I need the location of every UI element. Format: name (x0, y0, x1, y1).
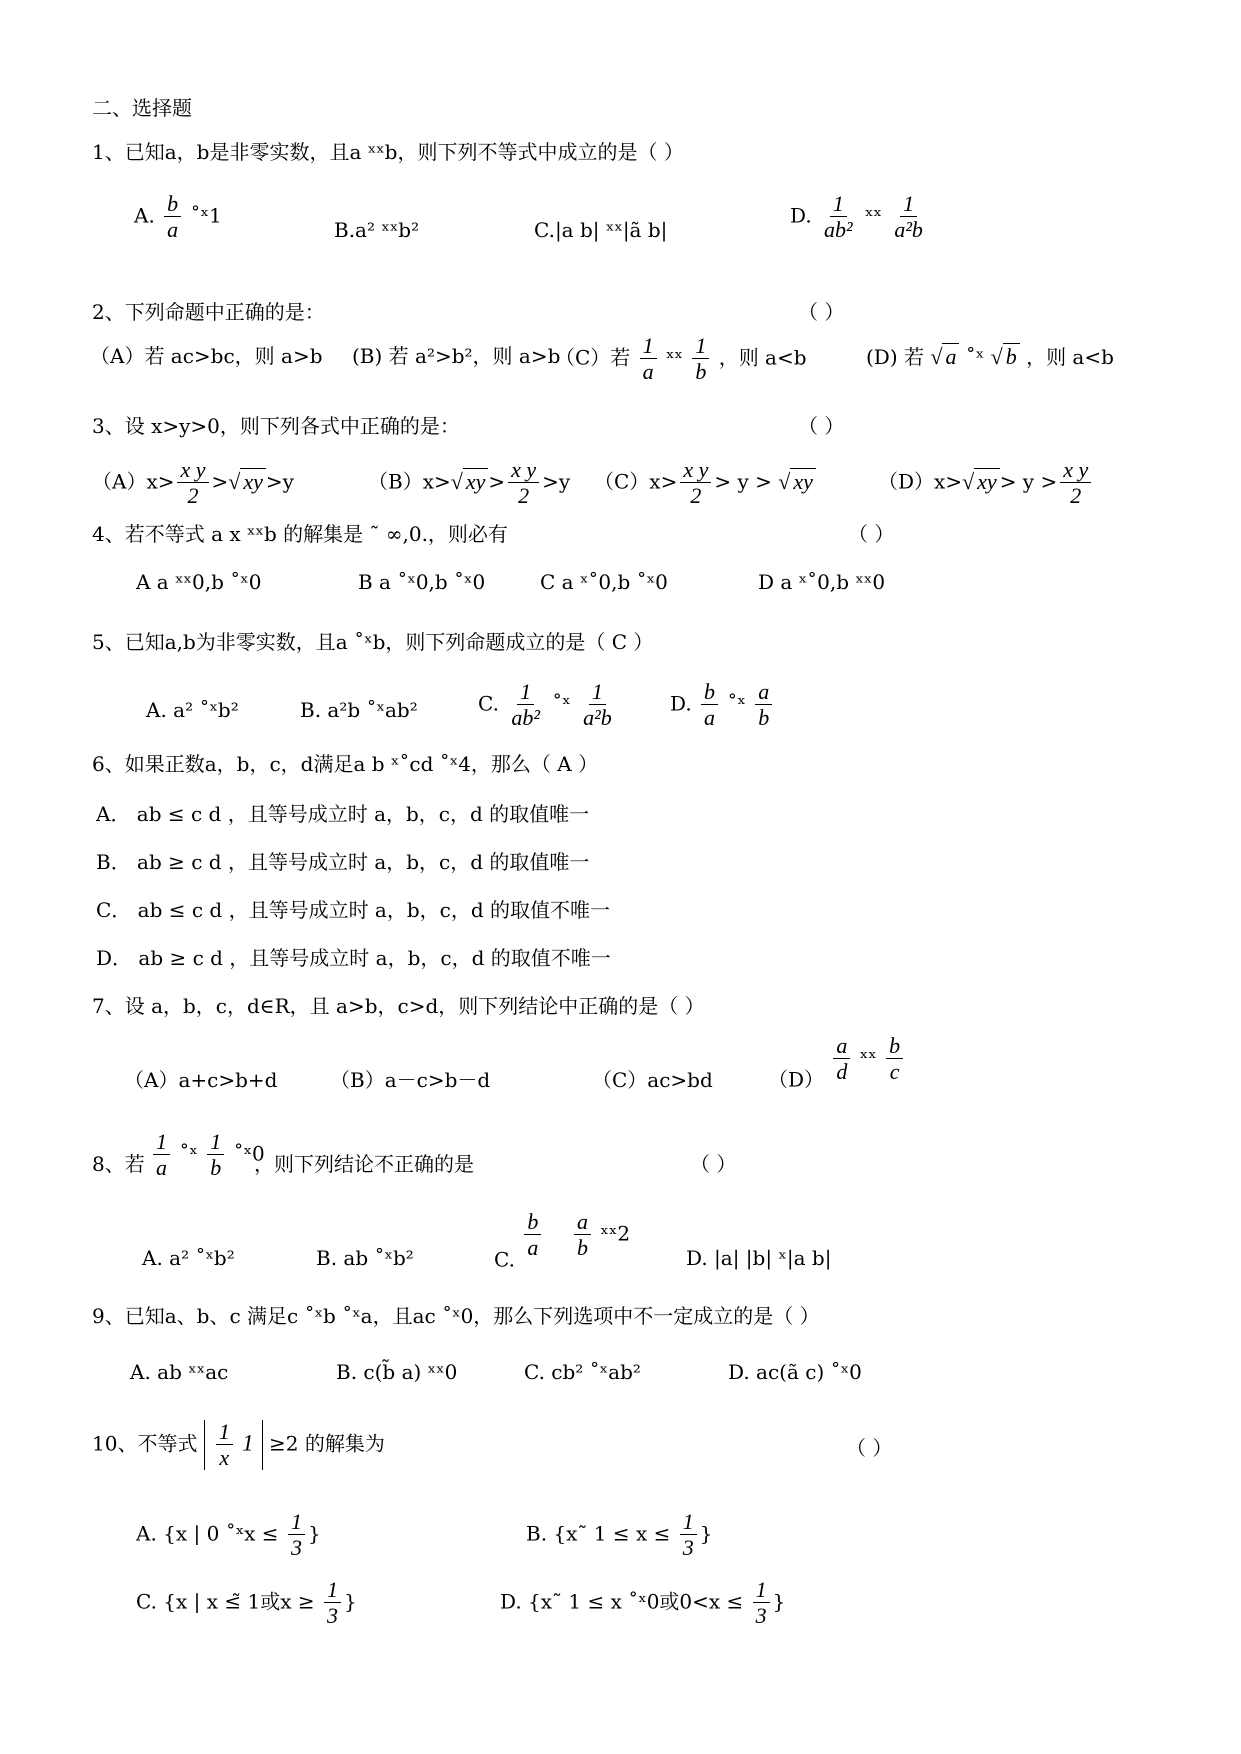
q3-a-rad: xy (240, 468, 266, 494)
q6-option-b: B． ab ≥ c d ，且等号成立时 a，b，c，d 的取值唯一 (96, 850, 590, 874)
q7-d-frac1 (833, 1034, 850, 1084)
q10-b-num: 1 (680, 1510, 697, 1535)
question-8-paren: （ ） (690, 1152, 737, 1176)
q3-d-rad: xy (974, 468, 1000, 494)
q7-option-c: （C）ac>bd (592, 1068, 713, 1092)
q7-d-frac2 (886, 1034, 903, 1084)
q5-c-num1: 1 (517, 680, 534, 705)
q1-option-d (790, 192, 929, 242)
q3-a-pre: （A）x> (92, 469, 175, 494)
q3-option-b (368, 458, 570, 508)
q1-d-frac1 (821, 192, 856, 242)
question-9-stem: 9、已知a、b、c 满足c ˚ˣb ˚ˣa，且ac ˚ˣ0，那么下列选项中不一定成立的是（ ） (92, 1304, 820, 1328)
q8-c-frac2 (574, 1210, 591, 1260)
q2-c-den1: a (642, 359, 654, 385)
q10-d-den: 3 (755, 1603, 767, 1629)
q8-c-den2: b (577, 1235, 589, 1261)
question-8-stem: ，则下列结论不正确的是 (254, 1152, 474, 1176)
q5-d-frac1 (701, 680, 718, 730)
question-2-stem: 2、下列命题中正确的是： (92, 300, 325, 324)
q8-num1: 1 (153, 1130, 170, 1155)
q8-mid: ˚ˣ (179, 1141, 198, 1166)
q8-frac1 (153, 1130, 170, 1180)
q9-option-a: A. ab ˣˣac (130, 1360, 229, 1384)
q5-option-c (478, 680, 618, 730)
question-4-paren: （ ） (848, 522, 895, 546)
q10-b-frac (680, 1510, 697, 1560)
q1-d-mid: ˣˣ (865, 203, 882, 228)
q3-c-sqrt: √ xy (778, 469, 816, 495)
q5-c-pre: C. (478, 691, 499, 716)
q5-c-num2: 1 (589, 680, 606, 705)
q7-option-d (768, 1034, 906, 1092)
q10-abs-tail: 1 (242, 1430, 254, 1456)
q6-option-d: D． ab ≥ c d ，且等号成立时 a，b，c，d 的取值不唯一 (96, 946, 611, 970)
q1-d-frac2 (891, 192, 926, 242)
q10-d-num: 1 (753, 1578, 770, 1603)
q10-c-frac (324, 1578, 341, 1628)
q8-option-c (494, 1210, 630, 1272)
q3-option-c (594, 458, 816, 508)
q10-abs-frac (216, 1420, 233, 1470)
q7-d-den1: d (836, 1059, 848, 1085)
q5-d-num1: b (701, 680, 718, 705)
q3-a-tail: >y (265, 469, 294, 494)
q3-d-den: 2 (1070, 483, 1082, 509)
q10-abs (204, 1420, 263, 1470)
q5-d-den2: b (758, 705, 770, 731)
q1-a-tail: ˚ˣ1 (190, 203, 222, 228)
q9-option-b: B. c(b̃ a) ˣˣ0 (336, 1360, 458, 1384)
q5-c-mid: ˚ˣ (552, 691, 571, 716)
question-2-paren: （ ） (798, 300, 845, 324)
q10-d-tail: } (772, 1589, 786, 1614)
q2-c-pre: （C）若 (555, 345, 631, 370)
q10-a-den: 3 (290, 1535, 302, 1561)
section-title: 二、选择题 (92, 96, 192, 120)
q3-a-den: 2 (187, 483, 199, 509)
question-1-stem: 1、已知a，b是非零实数，且a ˣˣb，则下列不等式中成立的是（ ） (92, 140, 684, 164)
q8-den2: b (210, 1155, 222, 1181)
q10-c-tail: } (344, 1589, 357, 1614)
q3-option-d (878, 458, 1094, 508)
q2-option-a: （A）若 ac>bc，则 a>b (90, 344, 323, 368)
q7-option-b: （B）a－c>b－d (330, 1068, 491, 1092)
q4-option-c: C a ˣ˚0,b ˚ˣ0 (540, 570, 668, 594)
q2-d-tail: ，则 a<b (1026, 345, 1114, 369)
q10-abs-num: 1 (216, 1420, 233, 1445)
q2-c-num2: 1 (692, 334, 709, 359)
q2-d-sqrt1: √ a (930, 344, 959, 370)
q1-a-num: b (164, 192, 181, 217)
q2-c-num1: 1 (640, 334, 657, 359)
question-5-stem: 5、已知a,b为非零实数，且a ˚ˣb，则下列命题成立的是（ C ） (92, 630, 654, 654)
q4-option-d: D a ˣ˚0,b ˣˣ0 (758, 570, 886, 594)
q5-c-frac1 (508, 680, 543, 730)
q1-a-label: A. (134, 203, 155, 228)
q5-c-den2: a²b (583, 705, 612, 731)
q8-c-frac1 (524, 1210, 541, 1260)
q10-c-pre: C. {x | x ≤̃ 1或x ≥ (136, 1589, 315, 1614)
q2-option-d (866, 344, 1114, 370)
q3-b-tail: >y (542, 469, 571, 494)
q3-d-num: x y (1060, 458, 1091, 483)
q10-option-a (136, 1510, 321, 1560)
q2-c-frac2 (692, 334, 709, 384)
q2-c-frac1 (640, 334, 657, 384)
q10-b-den: 3 (682, 1535, 694, 1561)
q10-b-pre: B. {x˜ 1 ≤ x ≤ (526, 1521, 671, 1546)
q1-d-den1: ab² (824, 217, 853, 243)
q5-d-pre: D. (670, 691, 692, 716)
q3-c-rad: xy (790, 468, 816, 494)
q8-c-pre: C. (494, 1247, 515, 1272)
q3-d-pre: （D）x> (878, 469, 963, 494)
q8-c-tail: ˣˣ2 (600, 1221, 631, 1246)
q3-b-sqrt: √ xy (451, 469, 489, 495)
q1-option-a (134, 192, 222, 242)
q2-d-rad1: a (942, 343, 959, 369)
q10-option-d (500, 1578, 785, 1628)
q10-c-num: 1 (324, 1578, 341, 1603)
q3-b-gt: > (488, 469, 506, 494)
q10-a-frac (288, 1510, 305, 1560)
q10-a-num: 1 (288, 1510, 305, 1535)
q3-option-a (92, 458, 294, 508)
q10-abs-den: x (219, 1445, 230, 1471)
q7-d-mid: ˣˣ (859, 1045, 877, 1070)
q8-c-num1: b (524, 1210, 541, 1235)
q3-b-den: 2 (518, 483, 530, 509)
q8-tail: ˚ˣ0 (233, 1141, 265, 1166)
q3-b-pre: （B）x> (368, 469, 451, 494)
q6-option-c: C． ab ≤ c d ，且等号成立时 a，b，c，d 的取值不唯一 (96, 898, 611, 922)
q2-c-mid: ˣˣ (666, 345, 683, 370)
q6-option-a: A． ab ≤ c d ，且等号成立时 a，b，c，d 的取值唯一 (96, 802, 590, 826)
q8-c-den1: a (527, 1235, 539, 1261)
q3-a-gt: > (211, 469, 229, 494)
q3-a-sqrt: √ xy (228, 469, 266, 495)
q2-d-pre: (D) 若 (866, 345, 924, 369)
question-8-label: 8、若 (92, 1152, 145, 1176)
q2-option-b: (B) 若 a²>b²，则 a>b (352, 344, 561, 368)
q2-d-mid: ˚ˣ (965, 345, 985, 369)
q1-d-label: D. (790, 203, 812, 228)
q2-option-c (555, 334, 807, 384)
q8-frac2 (207, 1130, 224, 1180)
q5-c-frac2 (580, 680, 615, 730)
q7-d-den2: c (889, 1059, 900, 1085)
q3-c-pre: （C）x> (594, 469, 678, 494)
q5-option-d (670, 680, 775, 730)
q5-d-frac2 (755, 680, 772, 730)
q8-condition (150, 1130, 265, 1180)
q10-a-pre: A. {x | 0 ˚ˣx ≤ (136, 1521, 279, 1546)
q3-c-frac (680, 458, 711, 508)
q1-a-den: a (167, 217, 179, 243)
q10-a-tail: } (307, 1521, 321, 1546)
q3-b-frac (508, 458, 539, 508)
q8-c-num2: a (574, 1210, 591, 1235)
q8-den1: a (156, 1155, 167, 1181)
q10-d-pre: D. {x˜ 1 ≤ x ˚ˣ0或0<x ≤ (500, 1589, 744, 1614)
question-3-stem: 3、设 x>y>0，则下列各式中正确的是： (92, 414, 460, 438)
q3-d-mid: > y > (999, 469, 1058, 494)
q8-option-a: A. a² ˚ˣb² (142, 1246, 235, 1270)
q8-option-d: D. |a| |b| ˣ|a b| (686, 1246, 832, 1270)
question-10-stem (92, 1420, 385, 1470)
question-6-stem: 6、如果正数a，b，c，d满足a b ˣ˚cd ˚ˣ4，那么（ A ） (92, 752, 599, 776)
q9-option-c: C. cb² ˚ˣab² (524, 1360, 641, 1384)
q5-option-a: A. a² ˚ˣb² (146, 698, 239, 722)
q3-b-num: x y (508, 458, 539, 483)
q2-c-den2: b (695, 359, 707, 385)
q2-c-tail: ，则 a<b (718, 345, 807, 370)
question-10-paren: （ ） (846, 1436, 893, 1460)
q10-option-c (136, 1578, 357, 1628)
q8-option-b: B. ab ˚ˣb² (316, 1246, 414, 1270)
q1-option-c: C.|a b| ˣˣ|ã b| (534, 218, 668, 242)
q3-b-rad: xy (463, 468, 489, 494)
q3-a-num: x y (177, 458, 208, 483)
q10-c-den: 3 (327, 1603, 338, 1629)
q5-d-den1: a (704, 705, 716, 731)
question-3-paren: （ ） (798, 414, 845, 438)
q7-option-a: （A）a+c>b+d (124, 1068, 278, 1092)
q1-d-num2: 1 (900, 192, 917, 217)
q1-option-b: B.a² ˣˣb² (334, 218, 420, 242)
q2-d-rad2: b (1003, 343, 1020, 369)
q5-option-b: B. a²b ˚ˣab² (300, 698, 418, 722)
q10-d-frac (753, 1578, 770, 1628)
q5-c-den1: ab² (511, 705, 540, 731)
q3-c-num: x y (680, 458, 711, 483)
question-7-stem: 7、设 a，b，c，d∈R，且 a>b，c>d，则下列结论中正确的是（ ） (92, 994, 705, 1018)
q4-option-b: B a ˚ˣ0,b ˚ˣ0 (358, 570, 486, 594)
q4-option-a: A a ˣˣ0,b ˚ˣ0 (136, 570, 262, 594)
q3-c-den: 2 (690, 483, 702, 509)
q7-d-pre: （D） (768, 1067, 825, 1092)
q3-a-frac (177, 458, 208, 508)
q1-d-num1: 1 (830, 192, 847, 217)
question-4-stem: 4、若不等式 a x ˣˣb 的解集是 ˜ ∞,0.，则必有 (92, 522, 508, 546)
q7-d-num1: a (833, 1034, 850, 1059)
q5-d-num2: a (755, 680, 772, 705)
q2-d-sqrt2: √ b (991, 344, 1020, 370)
q7-d-num2: b (886, 1034, 903, 1059)
q1-a-fraction (164, 192, 181, 242)
q10-stem-post: ≥2 的解集为 (269, 1431, 385, 1456)
q8-num2: 1 (207, 1130, 224, 1155)
q5-d-mid: ˚ˣ (727, 691, 746, 716)
q1-d-den2: a²b (894, 217, 923, 243)
q3-c-mid: > y > (714, 469, 772, 494)
q9-option-d: D. ac(ã c) ˚ˣ0 (728, 1360, 862, 1384)
q10-option-b (526, 1510, 712, 1560)
q3-d-sqrt: √ xy (962, 469, 1000, 495)
q3-d-frac (1060, 458, 1091, 508)
q10-stem-pre: 10、不等式 (92, 1431, 198, 1456)
q10-b-tail: } (699, 1521, 713, 1546)
